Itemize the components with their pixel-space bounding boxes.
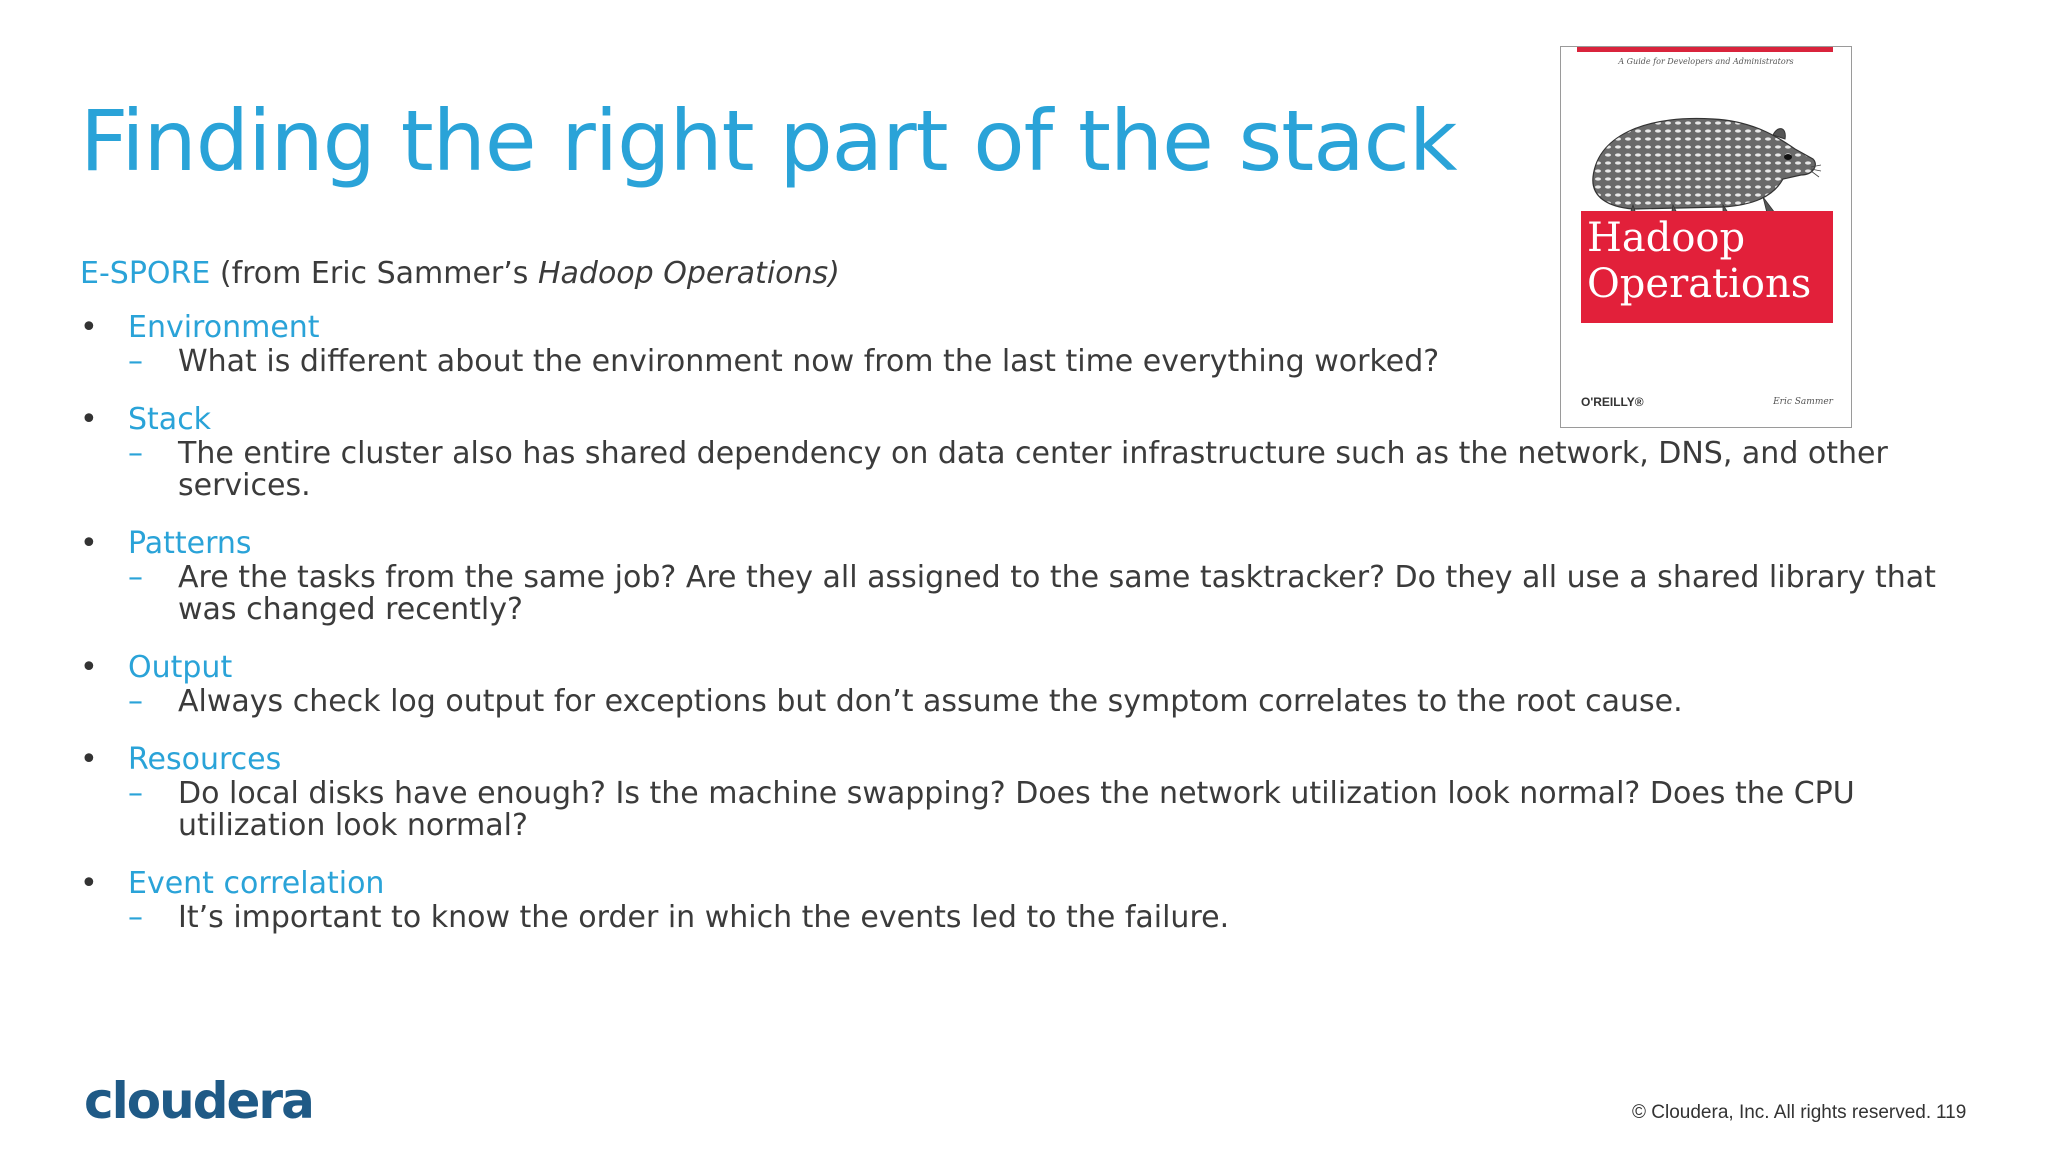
- bullet-detail: [80, 438, 1940, 502]
- bullet-heading: [80, 648, 1980, 688]
- bullet-heading: [80, 524, 1980, 564]
- subtitle-source-text: (from Eric Sammer’s: [210, 256, 538, 291]
- slide-title: Finding the right part of the stack: [80, 92, 1457, 190]
- book-title: Hadoop Operations: [1587, 215, 1812, 307]
- copyright-notice: © Cloudera, Inc. All rights reserved.: [1632, 1102, 1932, 1123]
- subtitle-acronym: E-SPORE: [80, 256, 211, 291]
- bullet-heading-text: Stack: [128, 402, 212, 437]
- dash-icon: –: [128, 560, 143, 595]
- bullet-heading: [80, 864, 1980, 904]
- bullet-detail-text: What is different about the environment now from the last time everything worked?: [178, 344, 1440, 379]
- bullet-item: [80, 648, 1980, 718]
- bullet-item: [80, 864, 1980, 934]
- book-cover-image: [1560, 46, 1852, 428]
- bullet-dot-icon: •: [80, 310, 98, 345]
- bullet-item: [80, 524, 1980, 626]
- bullet-heading-text: Environment: [128, 310, 320, 345]
- bullet-dot-icon: •: [80, 402, 98, 437]
- cloudera-logo: cloudera: [84, 1072, 313, 1130]
- bullet-detail-text: Do local disks have enough? Is the machine swapping? Does the network utilization look normal? Does the CPU utilization look normal?: [178, 776, 1855, 843]
- bullet-heading-text: Output: [128, 650, 233, 685]
- slide-subtitle: [80, 256, 840, 291]
- page-number: 119: [1936, 1102, 1967, 1123]
- bullet-heading-text: Event correlation: [128, 866, 385, 901]
- bullet-heading: [80, 740, 1980, 780]
- bullet-dot-icon: •: [80, 742, 98, 777]
- book-tagline: A Guide for Developers and Administrators: [1618, 57, 1794, 66]
- bullet-dot-icon: •: [80, 650, 98, 685]
- bullet-dot-icon: •: [80, 526, 98, 561]
- dash-icon: –: [128, 900, 143, 935]
- bullet-heading-text: Resources: [128, 742, 282, 777]
- bullet-item: [80, 740, 1980, 842]
- bullet-detail: [80, 778, 1940, 842]
- bullet-detail: [80, 686, 1940, 718]
- bullet-detail-text: Are the tasks from the same job? Are they all assigned to the same tasktracker? Do they all use a shared library that was changed recently?: [178, 560, 1936, 627]
- bullet-detail-text: It’s important to know the order in which the events led to the failure.: [178, 900, 1230, 935]
- dash-icon: –: [128, 344, 143, 379]
- bullet-dot-icon: •: [80, 866, 98, 901]
- bullet-detail: [80, 562, 1940, 626]
- bullet-detail: [80, 902, 1940, 934]
- subtitle-book-title: Hadoop Operations): [537, 256, 840, 291]
- bullet-detail-text: The entire cluster also has shared dependency on data center infrastructure such as the network, DNS, and other services.: [178, 436, 1888, 503]
- dash-icon: –: [128, 776, 143, 811]
- book-publisher-logo: O'REILLY®: [1581, 395, 1644, 409]
- book-top-bar: [1577, 47, 1833, 52]
- bullet-detail-text: Always check log output for exceptions but don’t assume the symptom correlates to the root cause.: [178, 684, 1683, 719]
- bullet-heading-text: Patterns: [128, 526, 252, 561]
- dash-icon: –: [128, 684, 143, 719]
- book-author: Eric Sammer: [1773, 397, 1833, 407]
- dash-icon: –: [128, 436, 143, 471]
